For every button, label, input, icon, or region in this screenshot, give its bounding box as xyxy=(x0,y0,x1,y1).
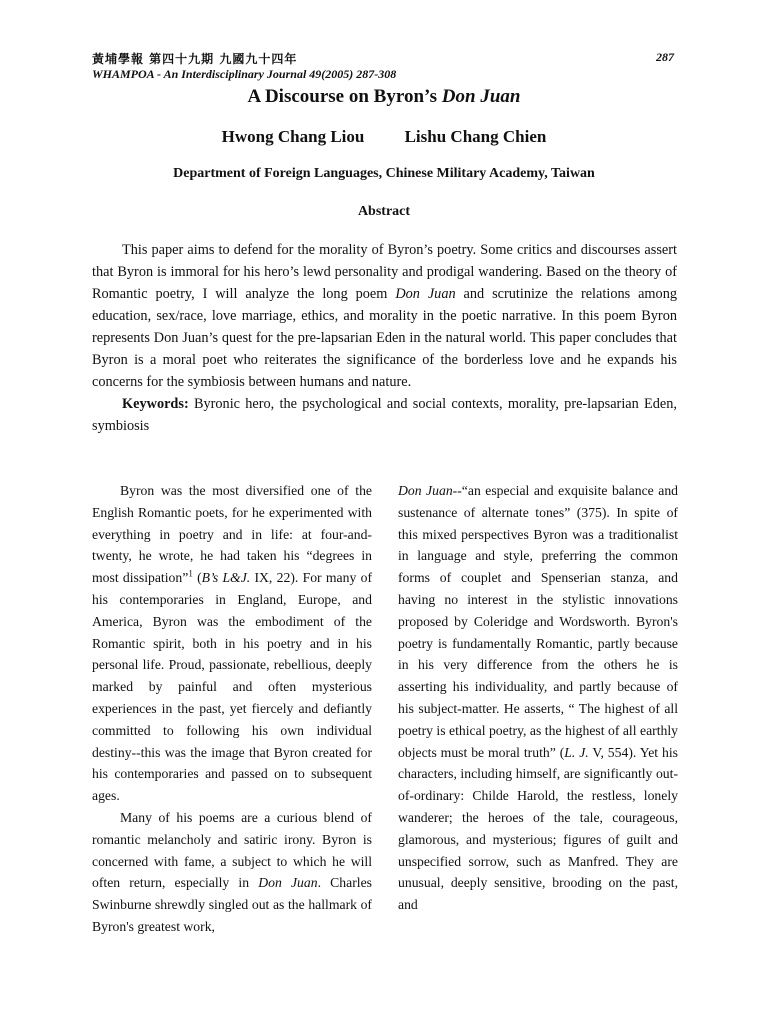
body-column-left xyxy=(92,480,372,938)
text-run: V, 554). Yet his characters, including himself, are significantly out-of-ordinary: Childe Harold, the restless, lonely wanderer; the heroes of the tale, courageous, glamorous, and mysterious; figures of guilt and unspecified sorrow, such as Manfred. They are unusual, deeply sensitive, brooding on the past, and xyxy=(398,744,678,913)
authors xyxy=(0,127,768,147)
text-run: Many of his poems are a curious blend of romantic melancholy and satiric irony. Byron is concerned with fame, a subject to which he will often return, especially in xyxy=(92,809,372,891)
abstract-text-part-1: This paper aims to defend for the morality of Byron’s poetry. Some critics and discourses assert that Byron is immoral for his hero’s lewd personality and prodigal wandering. Based on the theory of Romantic poetry, I will analyze the long poem xyxy=(92,242,677,302)
author-2: Lishu Chang Chien xyxy=(404,127,547,146)
italic-title: Don Juan xyxy=(258,875,318,891)
italic-title: Don Juan xyxy=(398,483,453,498)
keywords-label: Keywords: xyxy=(122,396,189,412)
journal-header-english: WHAMPOA - An Interdisciplinary Journal 49(2005) 287-308 xyxy=(92,67,397,81)
abstract-italic-title: Don Juan xyxy=(395,286,456,302)
page-number: 287 xyxy=(656,50,674,64)
body-paragraph xyxy=(92,807,372,938)
body-paragraph xyxy=(92,480,372,807)
body-column-right xyxy=(398,480,678,916)
abstract-text xyxy=(92,239,677,393)
footnote-marker: 1 xyxy=(188,568,193,579)
text-run: IX, 22). For many of his contemporaries in England, Europe, and America, Byron was the embodiment of the Romantic spirit, both in his poetry and in his personal life. Proud, passionate, rebellious, deeply marked by painful and often mysterious experiences in the past, yet fiercely and defiantly committed to following his own individual destiny--this was the image that Byron created for his contemporaries and passed on to subsequent ages. xyxy=(92,570,373,804)
journal-header-chinese: 黃埔學報 第四十九期 九國九十四年 xyxy=(92,52,298,66)
body-paragraph xyxy=(398,480,678,916)
abstract-text-part-2: and scrutinize the relations among education, sex/race, love marriage, ethics, and morality in the poetic narrative. In this poem Byron represents Don Juan’s quest for the pre-lapsarian Eden in the natural world. This paper concludes that Byron is a moral poet who reiterates the significance of the borderless love and he expands his concerns for the symbiosis between humans and nature. xyxy=(92,286,677,390)
citation: B’s L&J. xyxy=(201,570,251,586)
abstract-heading: Abstract xyxy=(357,204,411,219)
paper-title xyxy=(0,86,768,108)
author-1: Hwong Chang Liou xyxy=(221,127,365,146)
paper-title-italic: Don Juan xyxy=(441,86,521,107)
text-run: ( xyxy=(192,570,202,586)
paper-title-main: A Discourse on Byron’s xyxy=(247,86,442,107)
keywords-list: Byronic hero, the psychological and social contexts, morality, pre-lapsarian Eden, symbiosis xyxy=(92,396,677,434)
citation: L. J. xyxy=(564,744,589,760)
text-run: Byron was the most diversified one of the English Romantic poets, for he experimented with everything in poetry and in life: at four-and-twenty, he wrote, he had taken his “degrees in most dissipation” xyxy=(92,483,372,586)
abstract xyxy=(92,239,677,437)
keywords xyxy=(92,393,677,437)
text-run: . Charles Swinburne shrewdly singled out as the hallmark of Byron's greatest work, xyxy=(92,875,372,934)
text-run: --“an especial and exquisite balance and sustenance of alternate tones” (375). In spite of this mixed perspectives Byron was a traditionalist in language and style, preferring the common forms of couplet and Spenserian stanza, and having no interest in the stylistic innovations proposed by Coleridge and Wordsworth. Byron's poetry is fundamentally Romantic, partly because in his very difference from the others he is asserting his individuality, and partly because of his subject-matter. He asserts, “ The highest of all poetry is ethical poetry, as the highest of all earthly objects must be moral truth” ( xyxy=(398,483,679,760)
affiliation: Department of Foreign Languages, Chinese Military Academy, Taiwan xyxy=(173,166,595,181)
